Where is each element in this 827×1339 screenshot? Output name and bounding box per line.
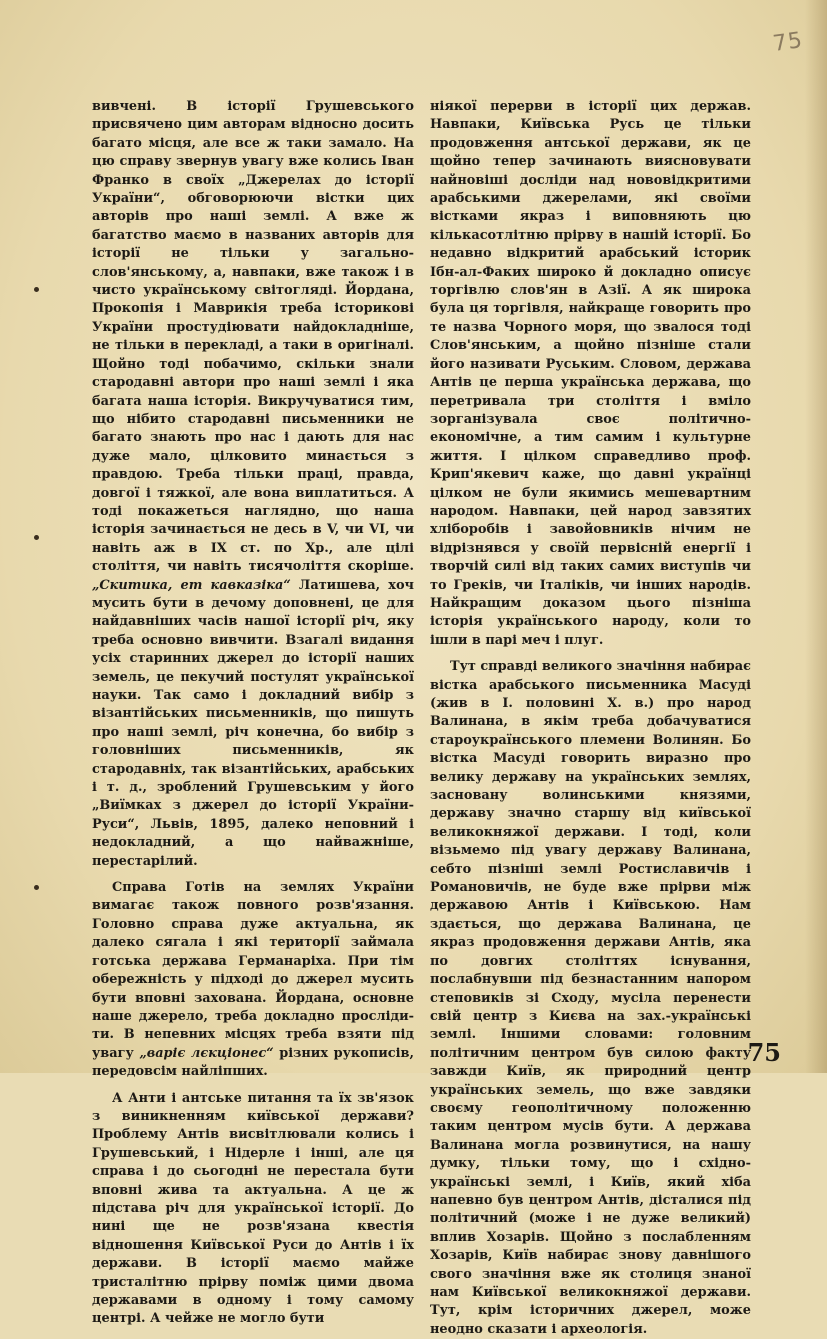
paragraph: вивчені. В історії Грушевського присвячено цим авторам відносно досить багато місця, але все ж таки замало. На цю справу звернув увагу вже колись Іван Франко в своїх „Джерелах до історії України“, обговорюючи вістки цих авторів про наші землі. А вже ж багатство маємо в названих авторів для історії не тільки у загально-слов'янському, а, навпаки, вже також і в чисто українському світогляді. Йордана, Прокопія і Маврикія треба історикові України простудіювати найдокладніше, не тільки в перекладі, а таки в оригіналі. Щойно тоді побачимо, скільки знали стародавні автори про наші землі і яка багата наша історія. Викручуватися тим, що нібито стародавні письменники не багато знають про нас і дають для нас дуже мало, цілковито минається з правдою. Треба тільки праці, правда, довгої і тяжкої, але вона виплатиться. А тоді покажеться наглядно, що наша історія зачинається не десь в V, чи VI, чи навіть аж в IX ст. по Хр., але цілі століття, чи навіть тисячоліття скоріше. „Скитика, ет кавказіка“ Латишева, хоч мусить бути в дечому доповнені, це для найдавніших часів нашої історії річ, яку треба основно вивчити. Взагалі видання усіх старинних джерел до історії наших земель, це пекучий постулят української науки. Так само і докладний вибір з візантійських письменників, що пишуть про наші землі, річ конечна, бо вибір з головніших письменників, як стародавніх, так візантійських, арабських і т. д., зроблений Грушевським у його „Виїмках з джерел до історії України-Руси“, Львів, 1895, далеко неповний і недокладний, а що найважніше, перестарілий. xyxy=(92,99,414,869)
page-edge-shadow xyxy=(805,0,827,1073)
text-column-right xyxy=(430,98,751,1339)
punch-hole-mark xyxy=(34,535,39,540)
paragraph: Справа Готів на землях України вимагає також повного розв'язання. Головно справа дуже актуальна, як далеко сягала і які території займала готська держава Германаріха. При тім обережність у підході до джерел мусить бути вповні захована. Йордана, основне наше джерело, треба докладно прослідити. В непевних місцях треба взяти під увагу „варіє лєкціонес“ різних рукописів, передовсім найліпших. xyxy=(92,880,414,1080)
archive-folio-number: 75 xyxy=(771,28,805,57)
paragraph: ніякої перерви в історії цих держав. Навпаки, Київська Русь це тільки продовження антської держави, як це щойно тепер зачинають виясновувати найновіші досліди над нововідкритими арабськими джерелами, які своїми вістками якраз і виповняють цю кількасотлітню прірву в нашій історії. Бо недавно відкритий арабський історик Ібн-ал-Факих широко й докладно описує торгівлю слов'ян в Азії. А як широка була ця торгівля, найкраще говорить про те назва Чорного моря, що звалося тоді Слов'янським, а щойно пізніше стали його називати Руським. Словом, держава Антів це перша українська держава, що перетривала три століття і вміло зорганізувала своє політично-економічне, а тим самим і культурне життя. І цілком справедливо проф. Крип'якевич каже, що давні українці цілком не були якимись мешевартним народом. Навпаки, цей народ завзятих хліборобів і завойовників нічим не відрізнявся у своїй первісній енергії і творчій силі від таких самих виступів чи то Греків, чи Італіків, чи інших народів. Найкращим доказом цього пізніша історія українського народу, коли то ішли в парі меч і плуг. xyxy=(430,99,751,648)
text-column-left xyxy=(92,98,414,1329)
punch-hole-mark xyxy=(34,287,39,292)
paragraph: А Анти і антське питання та їх зв'язок з виникненням київської держави? Проблему Антів висвітлювали колись і Грушевський, і Нідерле і інші, але ця справа і до сьогодні не перестала бути вповні жива та актуальна. А це ж підстава річ для української історії. До нині ще не розв'язана квестія відношення Київської Руси до Антів і їх держави. В історії маємо майже тристалітню прірву поміж цими двома державами в одному і тому самому центрі. А чейже не могло бути xyxy=(92,1090,414,1327)
paragraph: Тут справді великого значіння набирає вістка арабського письменника Масуді (жив в І. половині Х. в.) про народ Валинана, в якім треба добачуватися староукраїнського племени Волинян. Бо вістка Масуді говорить виразно про велику державу на українських землях, засновану волинськими князями, державу значно старшу від київської великокняжої держави. І тоді, коли візьмемо під увагу державу Валинана, себто пізніші землі Ростиславичів і Романовичів, не буде вже прірви між державою Антів і Київською. Нам здається, що держава Валинана, це якраз продовження держави Антів, яка по довгих століттях існування, послабнувши під безнастанним напором степовиків зі Сходу, мусіла перенести свій центр з Києва на зах.-українські землі. Іншими словами: головним політичним центром був силою факту завжди Київ, як природний центр українських земель, що вже завдяки своєму геополітичному положенню таким центром мусів бути. А держава Валинана могла розвинутися, на нашу думку, тільки тому, що і східно-українські землі, і Київ, який хіба напевно був центром Антів, дісталися під політичний (може і не дуже великий) вплив Хозарів. Щойно з послабленням Хозарів, Київ набирає знову давнішого свого значіння вже як столиця знаної нам Київської великокняжої держави. Тут, крім історичних джерел, може неодно сказати і археологія. xyxy=(430,659,751,1337)
punch-hole-mark xyxy=(34,885,39,890)
page-number: 75 xyxy=(747,1038,781,1067)
